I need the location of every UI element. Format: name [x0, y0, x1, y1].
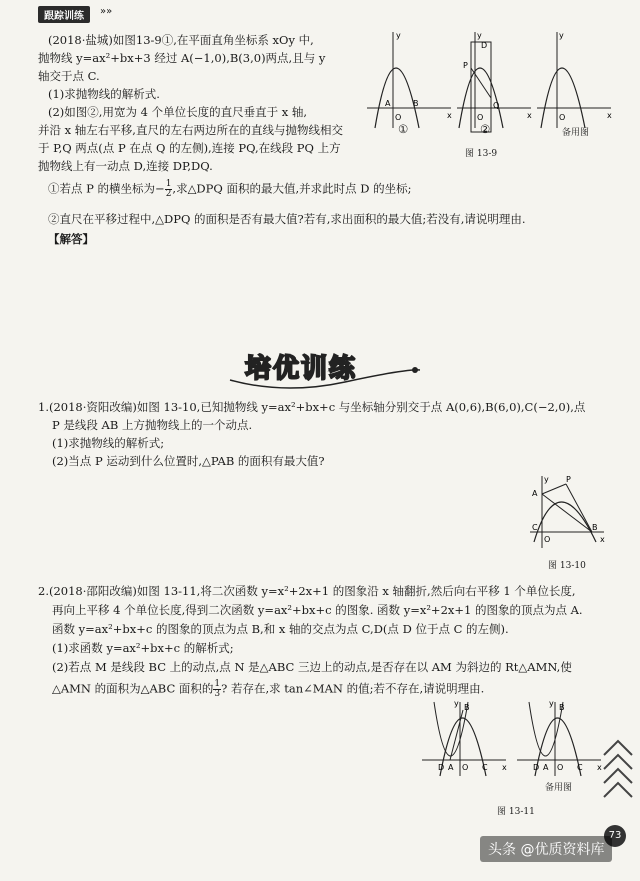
fig13-9-graph1 [365, 28, 455, 138]
fig13-11-graph1 [420, 700, 510, 780]
svg-text:O: O [395, 113, 402, 122]
svg-text:B: B [464, 703, 470, 712]
svg-text:B: B [559, 703, 565, 712]
frac-denominator: 2 [165, 189, 172, 199]
svg-text:y: y [549, 700, 554, 708]
banner-title: 培优训练 [245, 354, 358, 384]
svg-text:P: P [463, 61, 468, 70]
svg-text:y: y [559, 31, 564, 40]
svg-text:D: D [533, 763, 540, 772]
p0-sub1 [48, 180, 412, 199]
svg-text:x: x [600, 535, 605, 544]
p2-q2b-post: ? 若存在,求 tan∠MAN 的值;若不存在,请说明理由. [221, 681, 485, 696]
svg-text:y: y [477, 31, 482, 40]
fig13-9-label3: 备用图 [562, 128, 590, 138]
p2-line3: 函数 y=ax²+bx+c 的图象的顶点为点 B,和 x 轴的交点为点 C,D(点 D 位于点 C 的左侧). [52, 622, 509, 636]
p0-q2d: 抛物线上有一动点 D,连接 DP,DQ. [38, 159, 213, 173]
p1-line1: 1.(2018·资阳改编)如图 13-10,已知抛物线 y=ax²+bx+c 与坐标轴分别交于点 A(0,6),B(6,0),C(−2,0),点 [38, 400, 586, 414]
p2-line1: 2.(2018·邵阳改编)如图 13-11,将二次函数 y=x²+2x+1 的图象沿 x 轴翻折,然后向右平移 1 个单位长度, [38, 584, 576, 598]
svg-text:O: O [559, 113, 566, 122]
p2-q1: (1)求函数 y=ax²+bx+c 的解析式; [52, 641, 234, 655]
fig13-9-label1: ① [398, 122, 409, 136]
svg-text:x: x [607, 111, 612, 120]
svg-text:A: A [543, 763, 549, 772]
p2-q2b-pre: △AMN 的面积为△ABC 面积的 [52, 681, 214, 696]
svg-text:P: P [566, 475, 571, 484]
p0-q1: (1)求抛物线的解析式. [48, 87, 160, 101]
svg-text:A: A [532, 489, 538, 498]
p2-line2: 再向上平移 4 个单位长度,得到二次函数 y=ax²+bx+c 的图象. 函数 y=x²+2x+1 的图象的顶点为点 A. [52, 603, 583, 617]
svg-text:O: O [544, 535, 551, 544]
p0-q2b: 并沿 x 轴左右平移,直尺的左右两边所在的直线与抛物线相交 [38, 123, 343, 137]
svg-text:x: x [447, 111, 452, 120]
header-arrows: »» [100, 6, 113, 17]
watermark: 头条 @优质资料库 [480, 836, 612, 862]
fraction [213, 680, 221, 699]
svg-text:y: y [454, 700, 459, 708]
svg-text:O: O [557, 763, 564, 772]
fig13-11-graph2 [515, 700, 605, 780]
p2-q2a: (2)若点 M 是线段 BC 上的动点,点 N 是△ABC 三边上的动点,是否存在以 AM 为斜边的 Rt△AMN,使 [52, 660, 572, 674]
p0-q2c: 于 P,Q 两点(点 P 在点 Q 的左侧),连接 PQ,在线段 PQ 上方 [38, 141, 341, 155]
svg-text:x: x [527, 111, 532, 120]
svg-text:Q: Q [493, 101, 500, 110]
svg-text:x: x [597, 763, 602, 772]
svg-text:O: O [477, 113, 484, 122]
svg-text:x: x [502, 763, 507, 772]
p2-q2b [52, 680, 484, 699]
p0-q2a: (2)如图②,用宽为 4 个单位长度的直尺垂直于 x 轴, [48, 105, 308, 119]
svg-text:A: A [448, 763, 454, 772]
fig13-10-caption: 图 13-10 [548, 561, 586, 571]
frac-numerator: 1 [214, 679, 221, 689]
svg-text:D: D [438, 763, 445, 772]
page-chevron-decoration [600, 725, 636, 825]
p0-sub2: ②直尺在平移过程中,△DPQ 的面积是否有最大值?若有,求出面积的最大值;若没有,请说明理由. [48, 212, 526, 226]
frac-denominator: 3 [214, 689, 221, 699]
fig13-11-label: 备用图 [545, 783, 573, 793]
fig13-11-caption: 图 13-11 [497, 807, 535, 817]
p0-line2: 抛物线 y=ax²+bx+3 经过 A(−1,0),B(3,0)两点,且与 y [38, 51, 326, 65]
page-number-badge: 73 [604, 825, 626, 847]
svg-text:O: O [462, 763, 469, 772]
svg-text:y: y [396, 31, 401, 40]
p1-q1: (1)求抛物线的解析式; [52, 436, 165, 450]
svg-text:C: C [482, 763, 488, 772]
p0-line1: (2018·盐城)如图13-9①,在平面直角坐标系 xOy 中, [48, 33, 314, 47]
p0-sub1-post: ,求△DPQ 面积的最大值,并求此时点 D 的坐标; [172, 181, 412, 196]
section-header-badge: 跟踪训练 [38, 6, 90, 23]
frac-numerator: 1 [165, 179, 172, 189]
svg-text:B: B [592, 523, 598, 532]
svg-text:B: B [413, 99, 419, 108]
svg-text:C: C [577, 763, 583, 772]
p1-line2: P 是线段 AB 上方抛物线上的一个动点. [52, 418, 253, 432]
fig13-10-graph [528, 472, 608, 552]
p0-answer-label: 【解答】 [48, 232, 94, 246]
svg-text:y: y [544, 475, 549, 484]
fig13-9-graph3 [535, 28, 615, 138]
p0-sub1-pre: ①若点 P 的横坐标为− [48, 181, 165, 196]
svg-text:C: C [532, 523, 538, 532]
svg-text:A: A [385, 99, 391, 108]
fig13-9-label2: ② [480, 122, 491, 136]
fig13-9-graph2 [455, 28, 535, 138]
fig13-9-caption: 图 13-9 [465, 149, 498, 159]
p1-q2: (2)当点 P 运动到什么位置时,△PAB 的面积有最大值? [52, 454, 325, 468]
svg-text:D: D [481, 41, 488, 50]
p0-line3: 轴交于点 C. [38, 69, 100, 83]
